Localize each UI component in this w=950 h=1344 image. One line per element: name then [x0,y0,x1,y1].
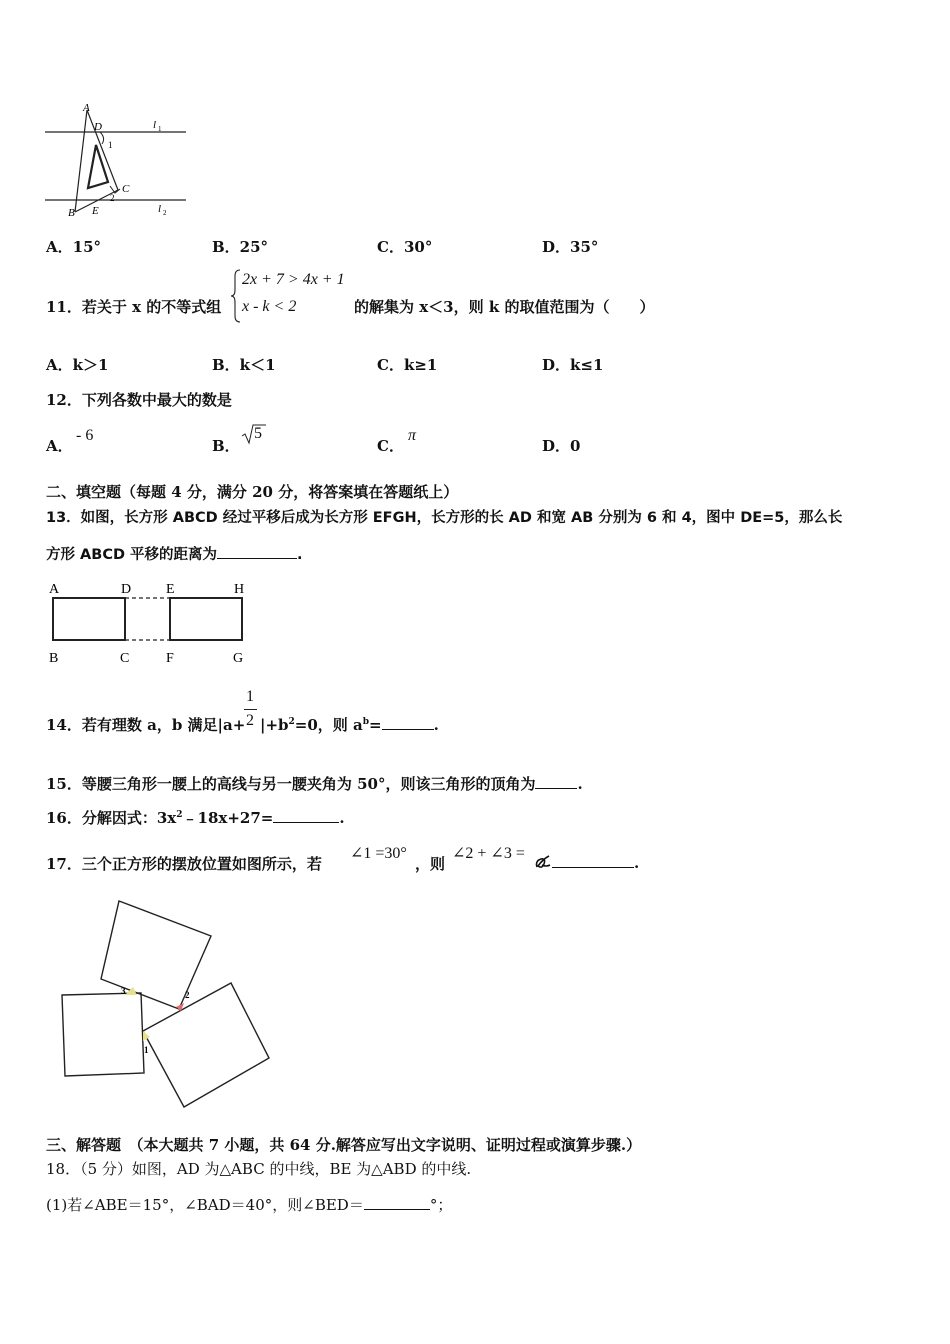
fig10-label-2: 2 [110,193,115,203]
q13-fig-c: C [120,651,130,666]
q10-option-a: A．15° [46,238,102,256]
q14-end: . [433,716,439,734]
q13-fig-d: D [121,582,132,597]
q13-line-2-text: 方形 ABCD 平移的距离为 [46,547,218,563]
q17-prefix: 17．三个正方形的摆放位置如图所示，若 [46,855,322,873]
q12-option-d: D．0 [542,437,581,455]
q14-mid2: =0，则 a [294,716,363,734]
q18-part1-prefix: (1)若∠ABE＝15°，∠BAD＝40°，则∠BED＝ [46,1196,364,1214]
fig10-label-l1: l [153,119,157,131]
q17-end: . [634,854,640,872]
q10-option-b: B．25° [212,238,269,256]
scribble-icon [534,853,552,871]
q14-sup-b: b [362,717,370,727]
q13-fig-e: E [166,582,175,597]
q11-option-c: C．k≥1 [377,356,438,374]
q12-option-b-letter: B． [212,437,240,455]
q11-option-b: B．k＜1 [212,356,276,374]
q18-part1-blank [364,1195,430,1210]
q17-fig-label-3: 3 [121,986,126,996]
q10-figure [40,100,190,220]
q11-option-a: A．k＞1 [46,356,109,374]
q13-fig-f: F [166,651,174,666]
q13-fig-a: A [49,582,60,597]
q11-suffix: 的解集为 x＜3，则 k 的取值范围为（ ） [354,298,655,316]
q11-inequality-1: 2x + 7 > 4x + 1 [242,271,345,288]
q17-expression: ∠2 + ∠3 = [452,845,525,862]
q14-mid3: = [369,716,382,734]
q11-option-d: D．k≤1 [542,356,604,374]
q14-frac-bar [244,709,257,710]
q12-option-b-value: 5 [254,425,262,442]
fig10-label-l2-sub: 2 [163,209,167,217]
section-3-title: 三、解答题 （本大题共 7 小题，共 64 分.解答应写出文字说明、证明过程或演算步骤.） [46,1136,642,1154]
fig10-label-l1-sub: 1 [158,125,162,133]
q17-fig-label-1: 1 [144,1045,149,1055]
q16-sup: 2 [176,810,183,820]
q10-option-c: C．30° [377,238,433,256]
q15-end: . [577,775,583,793]
q18-stem: 18．（5 分）如图，AD 为△ABC 的中线，BE 为△ABD 的中线. [46,1160,472,1178]
q17-fig-label-2: 2 [185,990,190,1000]
q16-mid: ﹣18x+27= [182,809,274,827]
q12-option-c-value: π [408,427,417,444]
q11-inequality-2: x - k < 2 [242,298,297,315]
q13-fig-h: H [234,582,245,597]
q13-fig-g: G [233,651,244,666]
q16-end: . [339,809,345,827]
q17-mid: ，则 [415,855,446,873]
q13-figure [44,578,254,670]
q17-answer-blank [552,853,634,868]
q12-option-a-letter: A． [46,437,73,455]
fig10-label-1: 1 [108,140,113,150]
q13-fig-b: B [49,651,59,666]
angle-1-mark [143,1031,150,1041]
q16-prefix: 16．分解因式：3x [46,809,177,827]
fig10-label-e: E [92,205,99,217]
fig10-label-d: D [94,121,102,133]
q13-answer-blank [217,544,297,559]
fig10-label-a: A [83,102,90,114]
q12-option-a-value: - 6 [76,427,94,444]
q14-mid: |+b [260,716,289,734]
q11-prefix: 11．若关于 x 的不等式组 [46,298,222,316]
fig10-label-l2: l [158,203,162,215]
q14-frac-denominator: 2 [246,712,254,729]
q11-brace [230,268,242,324]
q13-end: . [297,547,303,563]
q16-answer-blank [273,808,339,823]
q17-condition: ∠1 =30° [350,845,407,862]
q14-prefix: 14．若有理数 a，b 满足|a+ [46,716,246,734]
q17-figure [55,895,275,1115]
q12-option-c-letter: C． [377,437,404,455]
q15-text: 15．等腰三角形一腰上的高线与另一腰夹角为 50°，则该三角形的顶角为 [46,775,536,793]
q13-line-2 [46,543,303,564]
q14-sup-2: 2 [288,717,295,727]
q18-part1-end: °； [429,1196,453,1214]
q14-answer-blank [382,715,434,730]
q15-answer-blank [535,774,577,789]
q10-option-d: D．35° [542,238,599,256]
fig10-label-c: C [122,183,130,195]
q14-frac-numerator: 1 [246,688,254,705]
q12-stem: 12．下列各数中最大的数是 [46,391,232,409]
section-2-title: 二、填空题（每题 4 分，满分 20 分，将答案填在答题纸上） [46,483,459,501]
fig10-label-b: B [68,207,75,219]
q13-line-1: 13．如图，长方形 ABCD 经过平移后成为长方形 EFGH，长方形的长 AD 和宽 AB 分别为 6 和 4，图中 DE=5，那么长 [46,510,843,526]
